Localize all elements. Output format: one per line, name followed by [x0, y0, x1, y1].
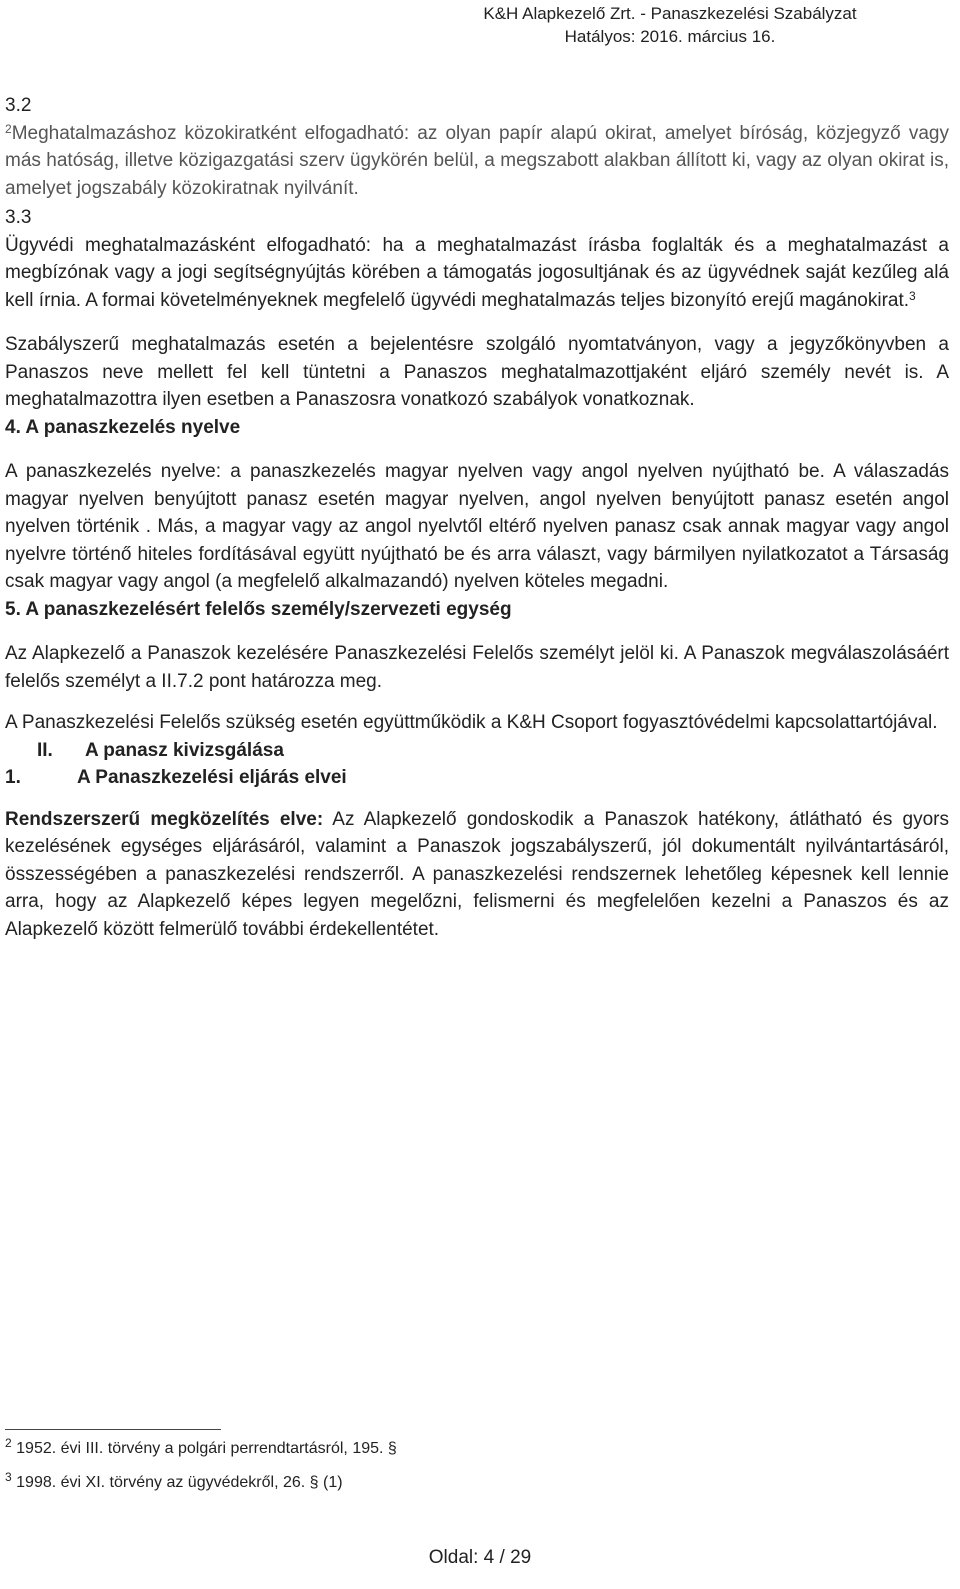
subsection-1-title: A Panaszkezelési eljárás elvei — [77, 767, 347, 788]
section-number-3-3: 3.3 — [5, 207, 32, 228]
subsection-1-paragraph — [5, 806, 949, 944]
section-3-2-text: Meghatalmazáshoz közokiratként elfogadható: az olyan papír alapú okirat, amelyet bíróság, közjegyző vagy más hatóság, illetve közigazgatási szerv ügykörén belül, a megszabott alakban állított ki, vagy az olyan okirat is, amelyet jogszabály közokiratnak nyilvánít. — [5, 122, 949, 199]
page-header — [420, 2, 920, 48]
section-3-3-paragraph — [5, 232, 949, 315]
footnotes — [5, 1429, 949, 1494]
section-3-3-paragraph-2: Szabályszerű meghatalmazás esetén a bejelentésre szolgáló nyomtatványon, vagy a jegyzőkönyvben a Panaszos neve mellett fel kell tüntetni a Panaszos meghatalmazottjaként eljáró személy nevét is. A meghatalmazottra ilyen esetben a Panaszosra vonatkozó szabályok vonatkoznak. — [5, 334, 949, 410]
footnote-3-text: 1998. évi XI. törvény az ügyvédekről, 26. § (1) — [16, 1474, 343, 1491]
section-5-heading: 5. A panaszkezelésért felelős személy/szervezeti egység — [5, 598, 512, 620]
footnote-2 — [5, 1438, 949, 1460]
footnote-2-number: 2 — [5, 1436, 12, 1450]
section-4-paragraph: A panaszkezelés nyelve: a panaszkezelés magyar nyelven vagy angol nyelven nyújtható be. A válaszadás magyar nyelven benyújtott panasz esetén magyar nyelven, angol nyelven benyújtott panasz esetén angol nyelven történik . Más, a magyar vagy az angol nyelvtől eltérő nyelven panasz csak annak magyar vagy angol nyelvre történő hiteles fordításával együtt nyújtható be és arra választ, vagy bármilyen nyilatkozatot a Társaság csak magyar vagy angol (a megfelelő alkalmazandó) nyelven köteles megadni. — [5, 461, 949, 592]
section-5-paragraph-2: A Panaszkezelési Felelős szükség esetén együttműködik a K&H Csoport fogyasztóvédelmi kapcsolattartójával. — [5, 712, 938, 733]
chapter-ii-number: II. — [37, 739, 53, 761]
chapter-ii-title: A panasz kivizsgálása — [85, 739, 284, 761]
document-body — [5, 92, 949, 943]
page-number: Oldal: 4 / 29 — [428, 1547, 532, 1568]
subsection-1-number: 1. — [5, 767, 21, 788]
footnote-3-number: 3 — [5, 1470, 12, 1484]
footnote-ref-3: 3 — [909, 288, 916, 303]
footnote-ref-2: 2 — [5, 121, 12, 136]
section-4-heading: 4. A panaszkezelés nyelve — [5, 416, 241, 438]
footnote-2-text: 1952. évi III. törvény a polgári perrendtartásról, 195. § — [16, 1440, 397, 1457]
section-3-2-paragraph — [5, 120, 949, 203]
chapter-ii-heading — [5, 737, 949, 765]
principle-text: Az Alapkezelő gondoskodik a Panaszok hatékony, átlátható és gyors kezelésének egységes eljárásáról, valamint a Panaszok jogszabályszerű, jól dokumentált nyilvántartásáról, összességében a panaszkezelési rendszerről. A panaszkezelési rendszernek lehetőleg képesnek kell lennie arra, hogy az Alapkezelő képes legyen megelőzni, felismerni és megfelelően kezelni a Panaszos és az Alapkezelő között felmerülő további érdekellentétet. — [5, 808, 949, 940]
section-3-3-text: Ügyvédi meghatalmazásként elfogadható: ha a meghatalmazást írásba foglalták és a meghatalmazást a megbízónak vagy a jogi segítségnyújtás körében a támogatás jogosultjának és az ügyvédnek saját kezűleg alá kell írnia. A formai követelményeknek megfelelő ügyvédi meghatalmazás teljes bizonyító erejű magánokirat. — [5, 234, 949, 311]
section-5-paragraph-1: Az Alapkezelő a Panaszok kezelésére Panaszkezelési Felelős személyt jelöl ki. A Panaszok megválaszolásáért felelős személyt a II.7.2 pont határozza meg. — [5, 643, 949, 692]
header-effective-date: Hatályos: 2016. március 16. — [564, 27, 776, 46]
section-number-3-2: 3.2 — [5, 95, 32, 116]
subsection-1-heading — [5, 764, 949, 792]
footnote-3 — [5, 1472, 949, 1494]
footnote-separator — [5, 1429, 221, 1430]
header-document-title: K&H Alapkezelő Zrt. - Panaszkezelési Szabályzat — [483, 4, 857, 23]
principle-label: Rendszerszerű megközelítés elve: — [5, 808, 324, 830]
